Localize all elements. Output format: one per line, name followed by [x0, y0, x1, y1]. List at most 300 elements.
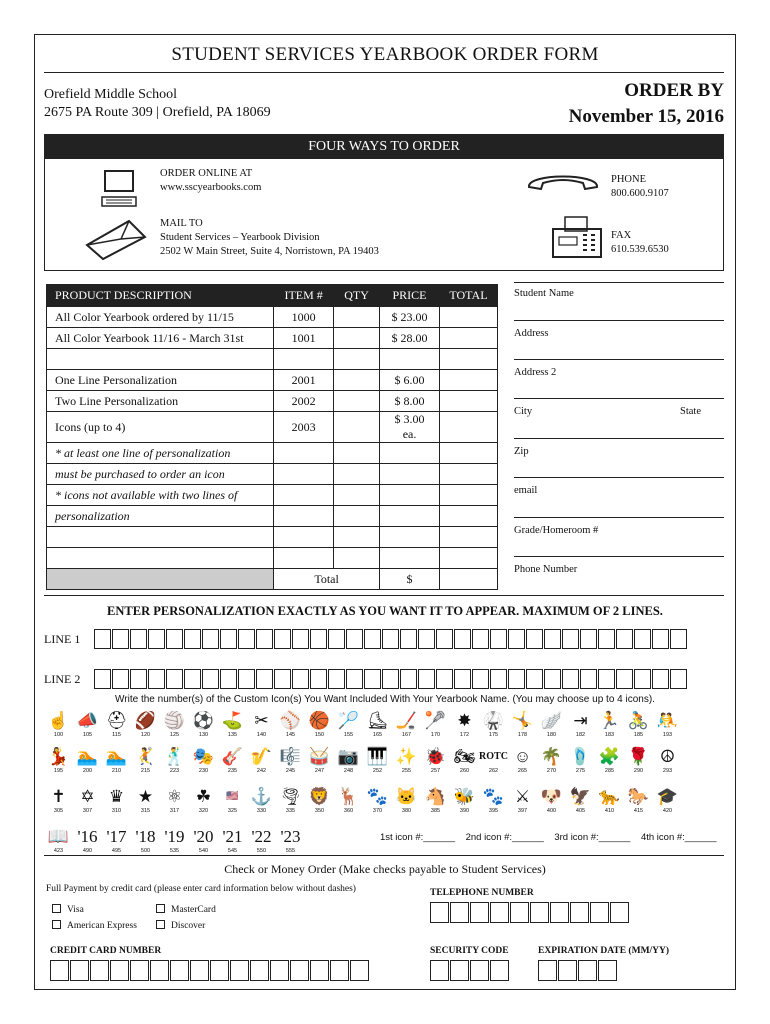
total-cell[interactable] — [439, 307, 497, 328]
icon-glyph: 🥍 — [424, 711, 447, 730]
icon-number: 380 — [401, 808, 412, 814]
row-item: 1001 — [274, 328, 334, 349]
icon-glyph: 🐞 — [424, 747, 447, 766]
icon-glyph: 🦌 — [337, 787, 360, 806]
char-box[interactable] — [544, 629, 561, 649]
char-box[interactable] — [598, 669, 615, 689]
note-line: * at least one line of personalization — [47, 443, 274, 464]
icon-number: 293 — [662, 768, 673, 774]
computer-icon — [101, 169, 137, 209]
char-box[interactable] — [530, 902, 549, 923]
char-box[interactable] — [130, 960, 149, 981]
icon-glyph: 🏊 — [76, 747, 99, 766]
char-box[interactable] — [350, 960, 369, 981]
icon-glyph: ✂ — [254, 711, 269, 730]
icon-option — [131, 710, 160, 738]
char-box[interactable] — [184, 629, 201, 649]
icon-option — [102, 710, 131, 738]
icon-number: 320 — [198, 808, 209, 814]
icon-glyph: ⚔ — [514, 787, 531, 806]
char-box[interactable] — [454, 669, 471, 689]
char-box[interactable] — [112, 629, 129, 649]
table-row — [47, 370, 498, 391]
char-box[interactable] — [292, 629, 309, 649]
icon-number: 242 — [256, 768, 267, 774]
icon-option — [624, 746, 653, 774]
char-box[interactable] — [256, 669, 273, 689]
fax-info — [611, 229, 669, 257]
total-cell[interactable] — [439, 412, 497, 443]
char-box[interactable] — [166, 669, 183, 689]
card-number-label: CREDIT CARD NUMBER — [50, 946, 162, 956]
char-box[interactable] — [616, 629, 633, 649]
char-box[interactable] — [400, 629, 417, 649]
row-desc: All Color Yearbook ordered by 11/15 — [47, 307, 274, 328]
char-box[interactable] — [364, 629, 381, 649]
icon-number: 285 — [604, 768, 615, 774]
char-box[interactable] — [472, 629, 489, 649]
total-cell[interactable] — [439, 391, 497, 412]
icon-number: 145 — [285, 732, 296, 738]
char-box[interactable] — [50, 960, 69, 981]
char-box[interactable] — [454, 629, 471, 649]
icon-glyph: '23 — [280, 827, 301, 846]
char-box[interactable] — [382, 669, 399, 689]
char-box[interactable] — [110, 960, 129, 981]
char-box[interactable] — [166, 629, 183, 649]
col-item: ITEM # — [274, 285, 334, 307]
icon-glyph: ✝ — [51, 787, 66, 806]
char-box[interactable] — [310, 669, 327, 689]
char-box[interactable] — [190, 960, 209, 981]
table-row — [47, 412, 498, 443]
discover-label: Discover — [171, 921, 206, 931]
char-box[interactable] — [94, 669, 111, 689]
online-label: ORDER ONLINE AT — [160, 168, 253, 179]
char-box[interactable] — [400, 669, 417, 689]
note-line: must be purchased to order an icon — [47, 464, 274, 485]
icon-option — [131, 826, 160, 854]
char-box[interactable] — [270, 960, 289, 981]
qty-cell[interactable] — [334, 349, 380, 370]
icon-glyph: 🇺🇸 — [226, 791, 239, 802]
icon-option — [479, 746, 508, 774]
checkbox[interactable] — [52, 904, 61, 913]
row-desc — [47, 349, 274, 370]
char-box[interactable] — [670, 629, 687, 649]
icon-option — [595, 786, 624, 814]
icon-glyph: 🐆 — [598, 787, 621, 806]
char-box[interactable] — [544, 669, 561, 689]
char-box[interactable] — [310, 960, 329, 981]
char-box[interactable] — [330, 960, 349, 981]
char-box[interactable] — [90, 960, 109, 981]
icon-option — [160, 746, 189, 774]
char-box[interactable] — [70, 960, 89, 981]
char-box[interactable] — [490, 669, 507, 689]
state-label: State — [680, 406, 701, 417]
student-name-field[interactable] — [514, 320, 724, 321]
customer-info — [514, 282, 724, 582]
icon-option — [247, 746, 276, 774]
icon-glyph: 🐝 — [453, 787, 476, 806]
card-number-boxes[interactable] — [50, 960, 370, 981]
icon-option — [595, 710, 624, 738]
icon-option — [450, 786, 479, 814]
char-box[interactable] — [508, 629, 525, 649]
expiration-boxes[interactable] — [538, 960, 618, 981]
icon-instruction: Write the number(s) of the Custom Icon(s) You Want Included With Your Yearbook Name. (You may choose up to 4 icons). — [115, 694, 655, 705]
char-box[interactable] — [382, 629, 399, 649]
address2-field[interactable] — [514, 398, 724, 399]
icon-number: 230 — [198, 768, 209, 774]
icon-glyph: 🎷 — [250, 747, 273, 766]
icon-glyph: ☘ — [195, 787, 212, 806]
icon-row-4 — [44, 826, 305, 854]
char-box[interactable] — [238, 669, 255, 689]
icon-number: 215 — [140, 768, 151, 774]
total-cell[interactable] — [439, 548, 497, 569]
char-box[interactable] — [130, 669, 147, 689]
icon-number: 178 — [517, 732, 528, 738]
icon-option — [479, 786, 508, 814]
icon-number: 155 — [343, 732, 354, 738]
icon-glyph: 🎼 — [279, 747, 302, 766]
char-box[interactable] — [436, 629, 453, 649]
online-url[interactable]: www.sscyearbooks.com — [160, 182, 262, 193]
char-box[interactable] — [346, 629, 363, 649]
icon-number: 290 — [633, 768, 644, 774]
qty-cell[interactable] — [334, 391, 380, 412]
icon-option — [131, 786, 160, 814]
char-box[interactable] — [94, 629, 111, 649]
icon-option — [218, 786, 247, 814]
icon-option — [421, 786, 450, 814]
char-box[interactable] — [570, 902, 589, 923]
icon-glyph: 🐾 — [366, 787, 389, 806]
product-table-header — [47, 285, 498, 307]
icon-number: 175 — [488, 732, 499, 738]
icon-number: 555 — [285, 848, 296, 854]
icon-option — [305, 786, 334, 814]
qty-cell[interactable] — [334, 370, 380, 391]
char-box[interactable] — [538, 960, 557, 981]
char-box[interactable] — [490, 629, 507, 649]
mail-info — [160, 217, 379, 259]
icon-number: 275 — [575, 768, 586, 774]
qty-cell[interactable] — [334, 307, 380, 328]
icon-number: 490 — [82, 848, 93, 854]
char-box[interactable] — [470, 902, 489, 923]
char-box[interactable] — [470, 960, 489, 981]
char-box[interactable] — [202, 629, 219, 649]
char-box[interactable] — [598, 960, 617, 981]
total-cell[interactable] — [439, 349, 497, 370]
char-box[interactable] — [436, 669, 453, 689]
icon-option — [102, 746, 131, 774]
row-desc: Icons (up to 4) — [47, 412, 274, 443]
icon-number: 405 — [575, 808, 586, 814]
char-box[interactable] — [598, 629, 615, 649]
icon-number: 235 — [227, 768, 238, 774]
phone-icon — [523, 165, 603, 199]
icon-number: 247 — [314, 768, 325, 774]
qty-cell[interactable] — [334, 485, 380, 506]
char-box[interactable] — [580, 669, 597, 689]
char-box[interactable] — [220, 629, 237, 649]
icon-option — [392, 710, 421, 738]
char-box[interactable] — [430, 960, 449, 981]
icon-number: 170 — [430, 732, 441, 738]
icon-glyph: 🥋 — [482, 711, 505, 730]
icon-option — [537, 710, 566, 738]
fax-number: 610.539.6530 — [611, 244, 669, 255]
char-box[interactable] — [562, 629, 579, 649]
icon-option — [276, 710, 305, 738]
char-box[interactable] — [418, 669, 435, 689]
char-box[interactable] — [290, 960, 309, 981]
grand-total-cell[interactable] — [439, 569, 497, 590]
icon-option — [189, 710, 218, 738]
icon-number: 245 — [285, 768, 296, 774]
icon-glyph: ☝ — [47, 711, 70, 730]
checkbox[interactable] — [52, 920, 61, 929]
char-box[interactable] — [590, 902, 609, 923]
table-row — [47, 307, 498, 328]
char-box[interactable] — [250, 960, 269, 981]
char-box[interactable] — [510, 902, 529, 923]
icon-number: 210 — [111, 768, 122, 774]
char-box[interactable] — [130, 629, 147, 649]
char-box[interactable] — [364, 669, 381, 689]
char-box[interactable] — [634, 669, 651, 689]
char-box[interactable] — [148, 669, 165, 689]
qty-cell[interactable] — [334, 412, 380, 443]
mail-line1: Student Services – Yearbook Division — [160, 232, 320, 243]
icon-option — [363, 786, 392, 814]
icon-option — [102, 786, 131, 814]
icon-glyph: 🐎 — [627, 787, 650, 806]
icon-option — [392, 786, 421, 814]
icon-glyph: ⛑ — [105, 711, 128, 730]
qty-cell[interactable] — [334, 443, 380, 464]
icon-option — [160, 826, 189, 854]
char-box[interactable] — [670, 669, 687, 689]
char-box[interactable] — [418, 629, 435, 649]
char-box[interactable] — [238, 629, 255, 649]
char-box[interactable] — [578, 960, 597, 981]
icon-glyph: 🏊 — [105, 747, 128, 766]
row-item — [274, 349, 334, 370]
security-code-boxes[interactable] — [430, 960, 510, 981]
line1-boxes[interactable] — [94, 629, 688, 649]
char-box[interactable] — [292, 669, 309, 689]
icon-select-1[interactable]: 1st icon #:______ — [380, 832, 456, 843]
char-box[interactable] — [274, 629, 291, 649]
char-box[interactable] — [526, 669, 543, 689]
char-box[interactable] — [450, 902, 469, 923]
icon-option — [566, 710, 595, 738]
icon-glyph: 📷 — [337, 747, 360, 766]
fax-icon — [551, 215, 603, 261]
icon-number: 183 — [604, 732, 615, 738]
char-box[interactable] — [148, 629, 165, 649]
icon-glyph: '16 — [77, 827, 98, 846]
icon-number: 125 — [169, 732, 180, 738]
char-box[interactable] — [490, 960, 509, 981]
icon-option — [421, 710, 450, 738]
form-title: STUDENT SERVICES YEARBOOK ORDER FORM — [171, 44, 599, 65]
table-row — [47, 349, 498, 370]
char-box[interactable] — [256, 629, 273, 649]
icon-number: 182 — [575, 732, 586, 738]
total-cell[interactable] — [439, 485, 497, 506]
line2-boxes[interactable] — [94, 669, 688, 689]
total-cell[interactable] — [439, 506, 497, 527]
address2-label: Address 2 — [514, 367, 557, 378]
char-box[interactable] — [220, 669, 237, 689]
icon-glyph: 🤸 — [511, 711, 534, 730]
total-cell[interactable] — [439, 443, 497, 464]
char-box[interactable] — [526, 629, 543, 649]
qty-cell[interactable] — [334, 548, 380, 569]
char-box[interactable] — [652, 629, 669, 649]
icon-number: 265 — [517, 768, 528, 774]
table-row — [47, 485, 498, 506]
icon-glyph: 🏀 — [308, 711, 331, 730]
icon-option — [218, 746, 247, 774]
icon-glyph: ⛸ — [366, 711, 389, 730]
char-box[interactable] — [328, 629, 345, 649]
mastercard-option[interactable] — [156, 904, 216, 915]
icon-number: 252 — [372, 768, 383, 774]
order-by-date: November 15, 2016 — [568, 106, 724, 127]
total-cell[interactable] — [439, 370, 497, 391]
expiration-label: EXPIRATION DATE (MM/YY) — [538, 946, 670, 956]
char-box[interactable] — [274, 669, 291, 689]
checkbox[interactable] — [156, 904, 165, 913]
char-box[interactable] — [652, 669, 669, 689]
discover-option[interactable] — [156, 920, 205, 931]
icon-option — [189, 826, 218, 854]
icon-glyph: 🐾 — [482, 787, 505, 806]
icon-option — [508, 746, 537, 774]
order-online — [160, 167, 261, 195]
telephone-label: TELEPHONE NUMBER — [430, 888, 534, 898]
zip-field[interactable] — [514, 477, 724, 478]
total-cell[interactable] — [439, 527, 497, 548]
icon-option — [44, 826, 73, 854]
qty-cell[interactable] — [334, 464, 380, 485]
icon-select-3[interactable]: 3rd icon #:______ — [554, 832, 631, 843]
checkbox[interactable] — [156, 920, 165, 929]
char-box[interactable] — [210, 960, 229, 981]
icon-glyph: 🏈 — [134, 711, 157, 730]
row-item: 1000 — [274, 307, 334, 328]
char-box[interactable] — [170, 960, 189, 981]
icon-glyph: ✡ — [80, 787, 95, 806]
qty-cell[interactable] — [334, 527, 380, 548]
char-box[interactable] — [634, 629, 651, 649]
icon-option — [73, 746, 102, 774]
icon-select-4[interactable]: 4th icon #:______ — [640, 832, 717, 843]
email-field[interactable] — [514, 517, 724, 518]
char-box[interactable] — [184, 669, 201, 689]
icon-glyph: ⚛ — [166, 787, 183, 806]
icon-option — [73, 786, 102, 814]
char-box[interactable] — [580, 629, 597, 649]
char-box[interactable] — [558, 960, 577, 981]
icon-option — [479, 710, 508, 738]
visa-option[interactable] — [52, 904, 84, 915]
char-box[interactable] — [508, 669, 525, 689]
icon-number: 260 — [459, 768, 470, 774]
telephone-boxes[interactable] — [430, 902, 630, 923]
city-state-field[interactable] — [514, 438, 724, 439]
icon-number: 165 — [372, 732, 383, 738]
char-box[interactable] — [550, 902, 569, 923]
mail-line2: 2502 W Main Street, Suite 4, Norristown, PA 19403 — [160, 246, 379, 257]
char-box[interactable] — [616, 669, 633, 689]
icon-option — [450, 710, 479, 738]
address-field[interactable] — [514, 359, 724, 360]
icon-number: 325 — [227, 808, 238, 814]
icon-number: 180 — [546, 732, 557, 738]
col-total: TOTAL — [439, 285, 497, 307]
qty-cell[interactable] — [334, 506, 380, 527]
row-price: $ 23.00 — [380, 307, 440, 328]
char-box[interactable] — [230, 960, 249, 981]
char-box[interactable] — [450, 960, 469, 981]
qty-cell[interactable] — [334, 328, 380, 349]
amex-option[interactable] — [52, 920, 137, 931]
char-box[interactable] — [202, 669, 219, 689]
char-box[interactable] — [490, 902, 509, 923]
icon-glyph: 🤼 — [656, 711, 679, 730]
icon-number: 390 — [459, 808, 470, 814]
char-box[interactable] — [328, 669, 345, 689]
table-row — [47, 548, 498, 569]
icon-number: 410 — [604, 808, 615, 814]
col-price: PRICE — [380, 285, 440, 307]
char-box[interactable] — [346, 669, 363, 689]
icon-option — [421, 746, 450, 774]
total-cell[interactable] — [439, 328, 497, 349]
row-desc: Two Line Personalization — [47, 391, 274, 412]
char-box[interactable] — [562, 669, 579, 689]
icon-option — [508, 710, 537, 738]
icon-number: 195 — [53, 768, 64, 774]
icon-number: 350 — [314, 808, 325, 814]
char-box[interactable] — [430, 902, 449, 923]
grade-field[interactable] — [514, 556, 724, 557]
char-box[interactable] — [112, 669, 129, 689]
icon-select-2[interactable]: 2nd icon #:______ — [465, 832, 544, 843]
icon-number: 540 — [198, 848, 209, 854]
icon-row-3 — [44, 786, 682, 814]
char-box[interactable] — [150, 960, 169, 981]
col-description: PRODUCT DESCRIPTION — [47, 285, 274, 307]
icon-option — [624, 710, 653, 738]
char-box[interactable] — [610, 902, 629, 923]
char-box[interactable] — [310, 629, 327, 649]
total-cell[interactable] — [439, 464, 497, 485]
char-box[interactable] — [472, 669, 489, 689]
icon-glyph: 🌴 — [540, 747, 563, 766]
icon-number: 307 — [82, 808, 93, 814]
mail-label: MAIL TO — [160, 218, 203, 229]
icon-option — [305, 710, 334, 738]
